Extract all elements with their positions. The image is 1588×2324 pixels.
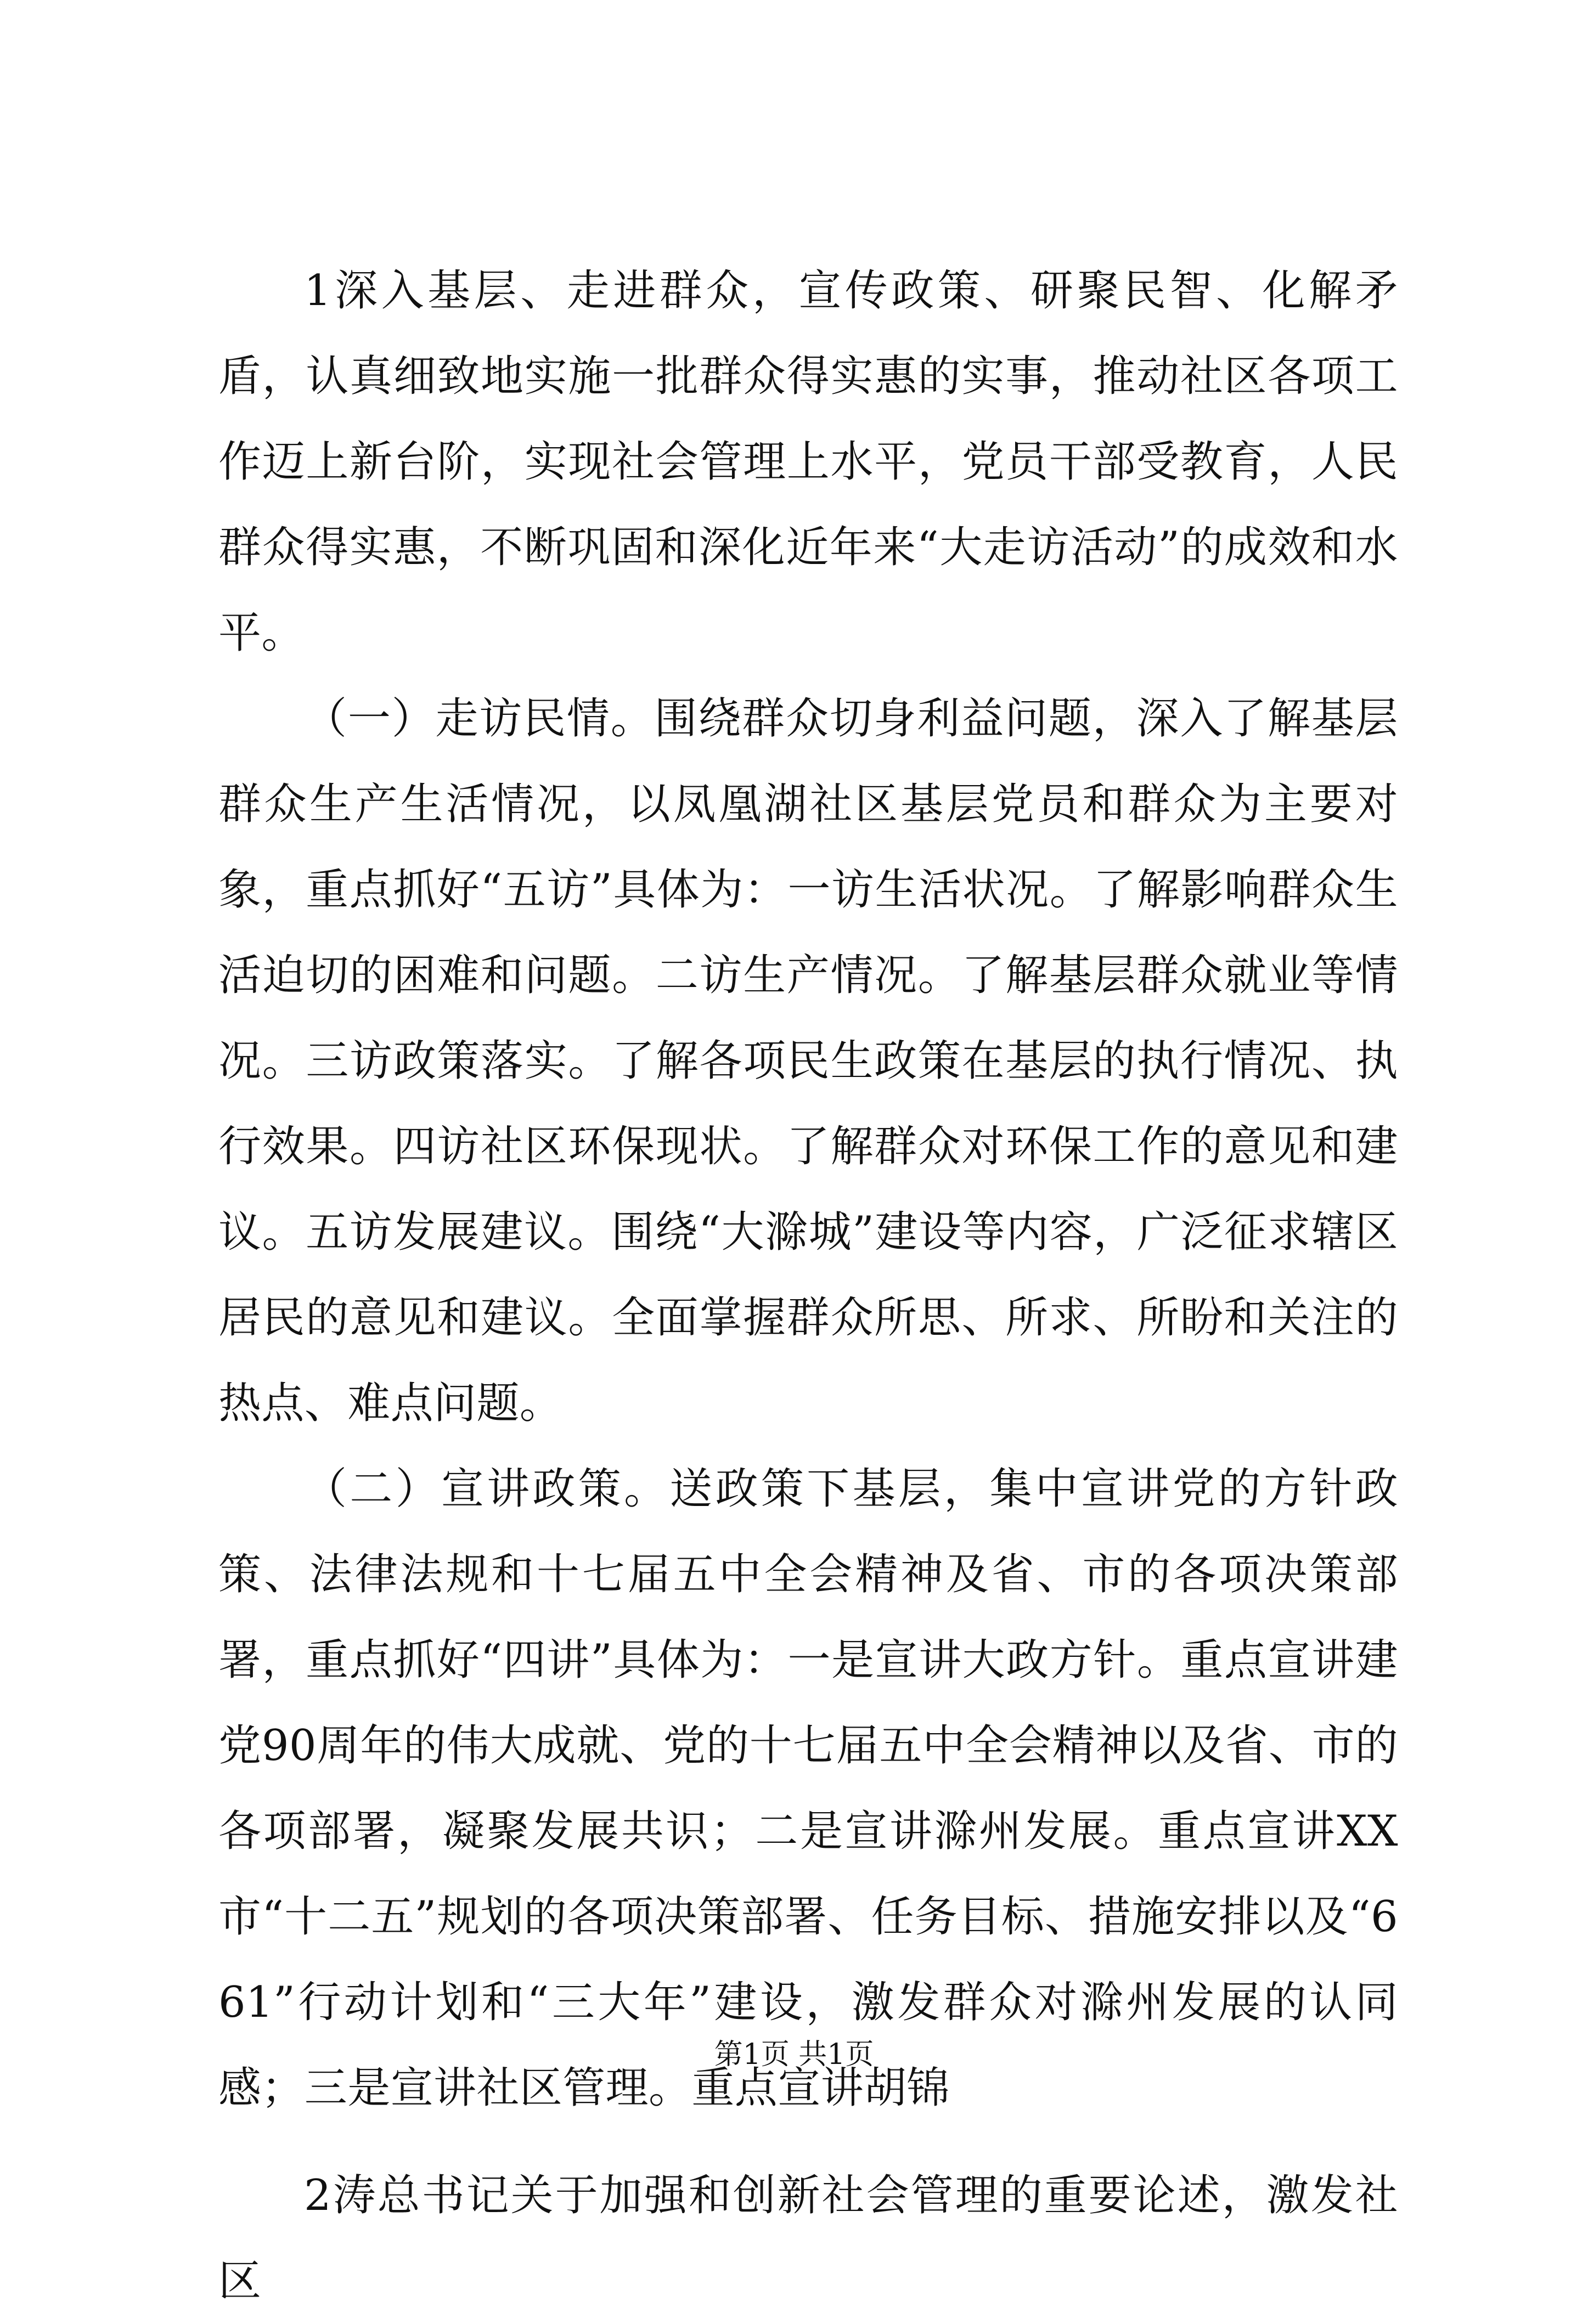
paragraph-1: 1深入基层、走进群众，宣传政策、研聚民智、化解矛盾，认真细致地实施一批群众得实惠的实事，推动社区各项工作迈上新台阶，实现社会管理上水平，党员干部受教育，人民群众得实惠，不断巩固和深化近年来“大走访活动”的成效和水平。 (218, 266, 1398, 658)
paragraph-2: （一）走访民情。围绕群众切身利益问题，深入了解基层群众生产生活情况，以凤凰湖社区基层党员和群众为主要对象，重点抓好“五访”具体为：一访生活状况。了解影响群众生活迫切的困难和问题。二访生产情况。了解基层群众就业等情况。三访政策落实。了解各项民生政策在基层的执行情况、执行效果。四访社区环保现状。了解群众对环保工作的意见和建议。五访发展建议。围绕“大滁城”建设等内容，广泛征求辖区居民的意见和建议。全面掌握群众所思、所求、所盼和关注的热点、难点问题。 (218, 694, 1398, 1428)
paragraph-4: 2涛总书记关于加强和创新社会管理的重要论述，激发社区 (218, 2171, 1398, 2306)
page-footer: 第1页 共1页 (714, 2038, 874, 2071)
paragraph-3: （二）宣讲政策。送政策下基层，集中宣讲党的方针政策、法律法规和十七届五中全会精神及省、市的各项决策部署，重点抓好“四讲”具体为：一是宣讲大政方针。重点宣讲建党90周年的伟大成就、党的十七届五中全会精神以及省、市的各项部署，凝聚发展共识；二是宣讲滁州发展。重点宣讲XX市“十二五”规划的各项决策部署、任务目标、措施安排以及“661”行动计划和“三大年”建设，激发群众对滁州发展的认同感；三是宣讲社区管理。重点宣讲胡锦 (218, 1464, 1398, 2113)
document-body (218, 248, 1398, 2324)
